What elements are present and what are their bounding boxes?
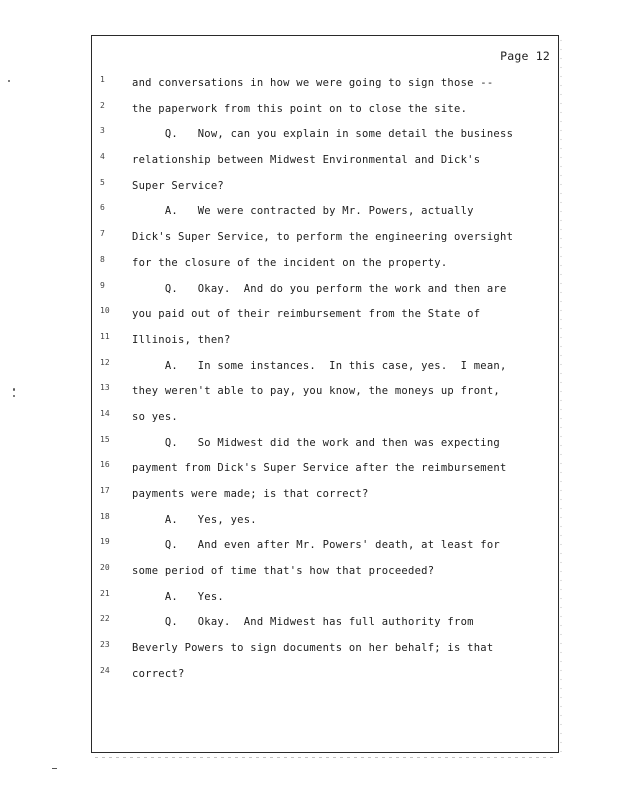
transcript-line (92, 225, 558, 251)
line-text: A. Yes, yes. (132, 513, 257, 526)
transcript-line (92, 585, 558, 611)
transcript-lines (92, 71, 558, 688)
transcript-line (92, 533, 558, 559)
line-text: payments were made; is that correct? (132, 488, 369, 500)
scan-speck (8, 80, 10, 82)
transcript-line (92, 610, 558, 636)
line-number: 3 (100, 126, 105, 136)
line-number: 7 (100, 229, 105, 239)
transcript-line (92, 482, 558, 508)
scan-speck (13, 388, 15, 391)
line-text: some period of time that's how that proceeded? (132, 565, 435, 578)
line-text: Q. So Midwest did the work and then was expecting (132, 436, 501, 449)
line-number: 17 (100, 486, 110, 495)
line-number: 18 (100, 511, 110, 521)
line-number: 14 (100, 408, 110, 418)
line-number: 12 (100, 357, 110, 367)
transcript-line (92, 636, 558, 662)
line-text: A. In some instances. In this case, yes. I mean, (132, 359, 507, 372)
line-text: for the closure of the incident on the property. (132, 256, 448, 269)
line-number: 23 (100, 640, 110, 650)
line-number: 8 (100, 254, 105, 264)
line-text: Dick's Super Service, to perform the engineering oversight (132, 231, 514, 244)
page-number: Page 12 (500, 49, 550, 63)
transcript-line (92, 559, 558, 585)
transcript-line (92, 97, 558, 123)
transcript-line (92, 122, 558, 148)
line-text: relationship between Midwest Environmental and Dick's (132, 154, 481, 167)
transcript-line (92, 379, 558, 405)
transcript-line (92, 354, 558, 380)
line-text: payment from Dick's Super Service after the reimbursement (132, 462, 507, 475)
line-text: A. We were contracted by Mr. Powers, actually (132, 205, 474, 218)
line-number: 24 (100, 665, 110, 675)
line-text: Q. Okay. And Midwest has full authority from (132, 616, 474, 629)
line-number: 5 (100, 177, 105, 187)
line-number: 16 (100, 460, 110, 470)
line-text: the paperwork from this point on to close the site. (132, 102, 468, 115)
line-number: 11 (100, 331, 110, 341)
line-number: 15 (100, 434, 110, 444)
transcript-line (92, 508, 558, 534)
line-text: and conversations in how we were going to sign those -- (132, 77, 494, 89)
transcript-line (92, 302, 558, 328)
transcript-line (92, 251, 558, 277)
transcript-line (92, 174, 558, 200)
transcript-line (92, 71, 558, 97)
line-number: 6 (100, 203, 105, 213)
line-text: they weren't able to pay, you know, the moneys up front, (132, 385, 501, 398)
line-number: 10 (100, 306, 110, 316)
line-number: 4 (100, 152, 105, 162)
line-number: 21 (100, 588, 110, 598)
bottom-scan-line (95, 757, 557, 758)
transcript-line (92, 277, 558, 303)
line-text: Illinois, then? (132, 333, 231, 346)
transcript-line (92, 199, 558, 225)
transcript-line (92, 328, 558, 354)
line-number: 9 (100, 280, 105, 290)
transcript-line (92, 148, 558, 174)
scan-speck (13, 395, 15, 397)
transcript-line (92, 431, 558, 457)
margin-scan-dots (560, 36, 562, 752)
transcript-page (91, 35, 559, 753)
transcript-line (92, 456, 558, 482)
line-text: Q. Now, can you explain in some detail the business (132, 128, 514, 141)
line-number: 19 (100, 537, 110, 547)
line-number: 1 (100, 75, 105, 84)
transcript-line (92, 405, 558, 431)
line-number: 2 (100, 100, 105, 110)
line-text: Q. Okay. And do you perform the work and then are (132, 282, 507, 295)
line-text: so yes. (132, 410, 179, 423)
line-text: Super Service? (132, 179, 225, 192)
line-number: 13 (100, 383, 110, 393)
line-text: A. Yes. (132, 590, 225, 603)
transcript-line (92, 662, 558, 688)
scan-speck (52, 768, 57, 769)
line-text: Q. And even after Mr. Powers' death, at least for (132, 539, 501, 552)
line-number: 22 (100, 614, 110, 624)
line-number: 20 (100, 563, 110, 573)
line-text: Beverly Powers to sign documents on her behalf; is that (132, 642, 494, 655)
line-text: correct? (132, 667, 185, 680)
line-text: you paid out of their reimbursement from the State of (132, 308, 481, 321)
